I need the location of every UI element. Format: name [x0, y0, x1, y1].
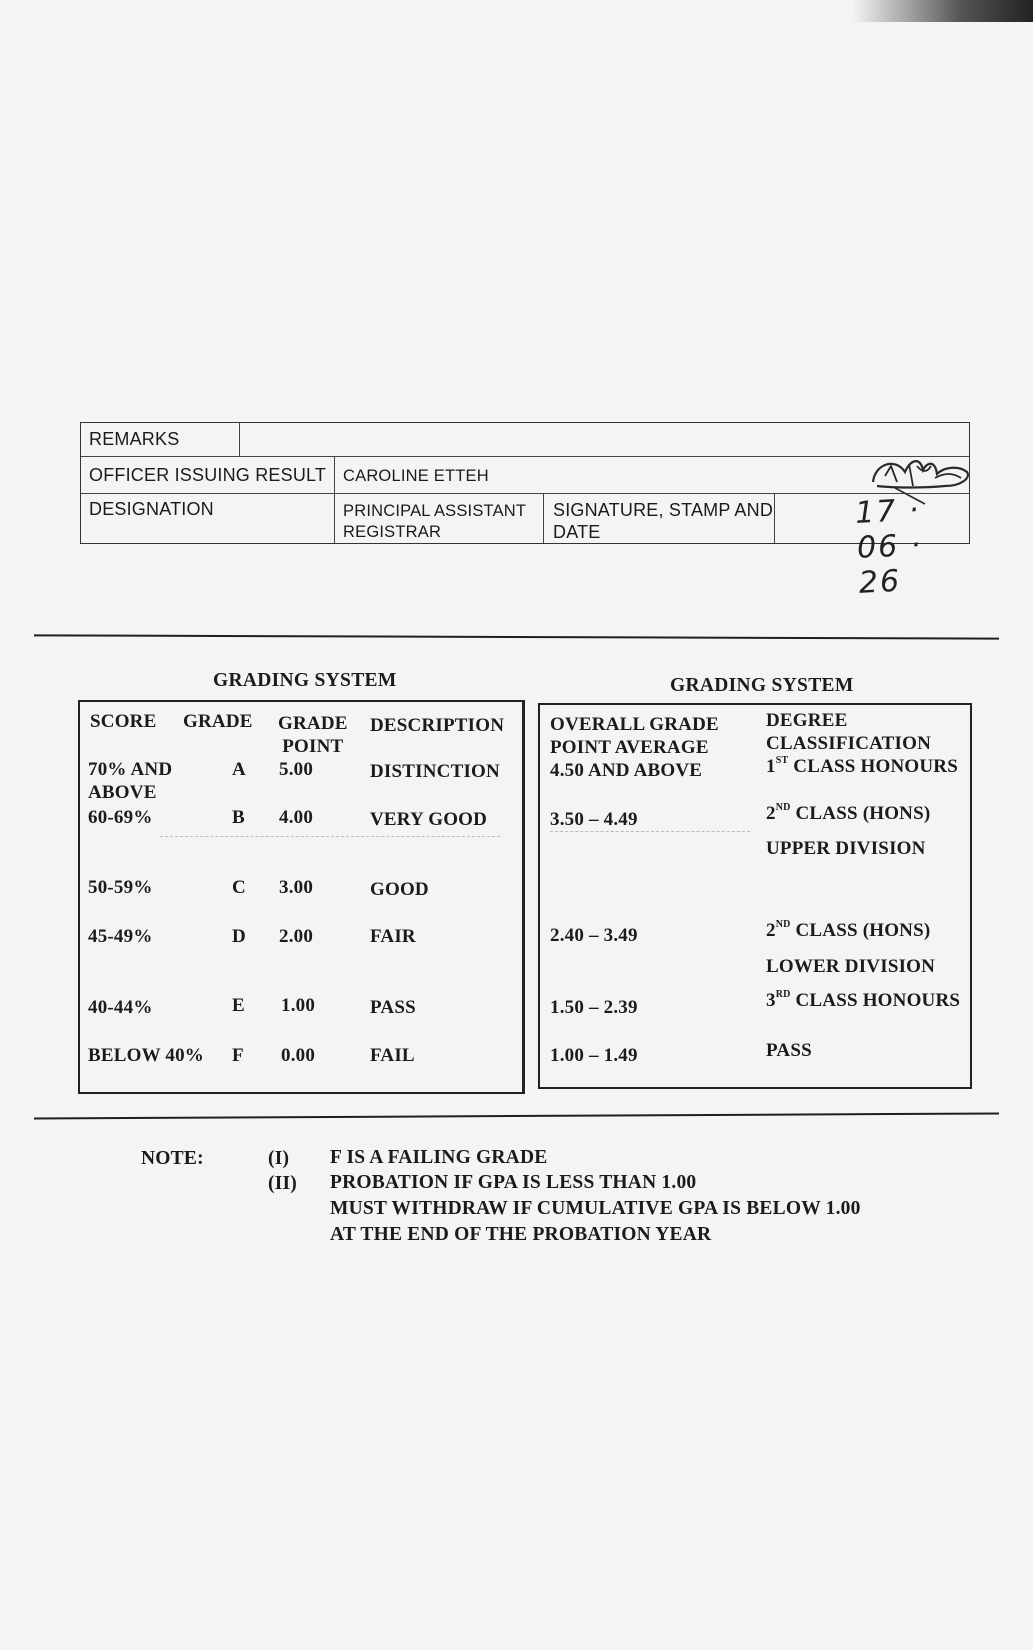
header-description: DESCRIPTION — [370, 715, 505, 736]
faint-divider — [550, 831, 750, 832]
note-text: F IS A FAILING GRADE — [330, 1147, 548, 1168]
header-gpa-line-1: OVERALL GRADE — [550, 714, 719, 735]
class-name: PASS — [766, 1040, 812, 1061]
description-cell: PASS — [370, 997, 416, 1018]
designation-line-1: PRINCIPAL ASSISTANT — [343, 502, 527, 520]
designation-line-2: REGISTRAR — [343, 523, 442, 541]
classification-cell — [766, 755, 958, 778]
grade-cell: B — [232, 807, 245, 828]
header-gpa-line-2: POINT AVERAGE — [550, 737, 709, 758]
signature-label — [553, 499, 773, 543]
class-ordinal-suffix: ND — [775, 919, 791, 930]
col-divider — [334, 456, 335, 543]
classification-cell — [766, 1039, 812, 1062]
score-line-2: ABOVE — [88, 782, 157, 803]
row-divider — [81, 493, 969, 494]
col-divider — [774, 493, 775, 543]
gpa-cell: 3.50 – 4.49 — [550, 809, 638, 830]
grade-cell: D — [232, 926, 246, 947]
designation-label: DESIGNATION — [89, 499, 214, 519]
grade-cell: A — [232, 759, 246, 780]
note-label: NOTE: — [141, 1148, 204, 1169]
point-cell: 3.00 — [279, 877, 314, 898]
description-cell: FAIR — [370, 926, 416, 947]
result-issuer-table — [80, 422, 970, 601]
description-cell: GOOD — [370, 879, 429, 900]
grade-cell: F — [232, 1045, 244, 1066]
description-cell: FAIL — [370, 1045, 415, 1066]
header-grade: GRADE — [183, 711, 253, 732]
note-text: PROBATION IF GPA IS LESS THAN 1.00 — [330, 1172, 697, 1193]
header-classification-line-1: DEGREE — [766, 710, 848, 731]
horizontal-rule-bottom — [34, 1112, 999, 1119]
class-ordinal-suffix: RD — [775, 989, 791, 1000]
row-divider — [81, 456, 969, 457]
score-line-1: 70% AND — [88, 759, 173, 780]
scan-edge-shadow — [853, 0, 1033, 22]
faint-divider — [160, 836, 500, 837]
point-cell: 4.00 — [279, 807, 314, 828]
point-cell: 1.00 — [281, 995, 316, 1016]
note-number: (II) — [268, 1173, 297, 1194]
note-number: (I) — [268, 1148, 290, 1169]
score-cell: 50-59% — [88, 877, 153, 898]
class-ordinal: 3 — [766, 990, 776, 1011]
signature-date: 17 · 06 · 26 — [854, 492, 924, 601]
score-cell: 60-69% — [88, 807, 153, 828]
class-name: CLASS HONOURS — [790, 990, 961, 1011]
designation-value — [343, 501, 526, 543]
point-cell: 2.00 — [279, 926, 314, 947]
class-ordinal-suffix: ST — [775, 755, 789, 766]
description-cell: DISTINCTION — [370, 761, 500, 782]
officer-name: CAROLINE ETTEH — [343, 467, 489, 485]
header-classification-line-2: CLASSIFICATION — [766, 733, 932, 754]
grade-cell: C — [232, 877, 246, 898]
grade-cell: E — [232, 995, 245, 1016]
score-cell: BELOW 40% — [88, 1045, 205, 1066]
col-divider — [543, 493, 544, 543]
signature-label-line-2: DATE — [553, 522, 601, 542]
note-text-continued: AT THE END OF THE PROBATION YEAR — [330, 1224, 712, 1245]
description-cell: VERY GOOD — [370, 809, 488, 830]
class-ordinal: 1 — [766, 756, 776, 777]
handwritten-signature — [865, 452, 975, 512]
header-score: SCORE — [90, 711, 157, 732]
score-cell: 45-49% — [88, 926, 153, 947]
header-grade-point-line-2: POINT — [282, 736, 344, 757]
officer-label: OFFICER ISSUING RESULT — [89, 465, 327, 485]
gpa-cell: 2.40 – 3.49 — [550, 925, 638, 946]
point-cell: 5.00 — [279, 759, 314, 780]
grading-table-classification — [538, 703, 972, 1089]
gpa-cell: 1.00 – 1.49 — [550, 1045, 638, 1066]
header-grade-point-line-1: GRADE — [278, 713, 348, 734]
classification-cell — [766, 802, 930, 825]
header-grade-point — [278, 712, 348, 758]
class-ordinal: 2 — [766, 920, 776, 941]
gpa-cell: 4.50 AND ABOVE — [550, 760, 703, 781]
class-name: CLASS (HONS) — [790, 803, 931, 824]
grading-table-scores — [78, 700, 525, 1094]
class-name: CLASS HONOURS — [788, 756, 958, 777]
classification-division: LOWER DIVISION — [766, 956, 936, 977]
horizontal-rule-top — [34, 634, 999, 639]
col-divider — [239, 423, 240, 456]
grading-title-right: GRADING SYSTEM — [670, 675, 854, 696]
gpa-cell: 1.50 – 2.39 — [550, 997, 638, 1018]
header-gpa — [550, 713, 719, 759]
signature-label-line-1: SIGNATURE, STAMP AND — [553, 500, 774, 520]
remarks-label: REMARKS — [89, 429, 180, 449]
score-cell — [88, 758, 172, 804]
classification-division: UPPER DIVISION — [766, 838, 926, 859]
class-ordinal-suffix: ND — [775, 802, 791, 813]
grading-title-left: GRADING SYSTEM — [213, 670, 397, 691]
header-classification — [766, 709, 931, 755]
score-cell: 40-44% — [88, 997, 153, 1018]
point-cell: 0.00 — [281, 1045, 316, 1066]
note-text-continued: MUST WITHDRAW IF CUMULATIVE GPA IS BELOW 1.00 — [330, 1198, 861, 1219]
classification-cell — [766, 989, 960, 1012]
class-name: CLASS (HONS) — [790, 920, 931, 941]
class-ordinal: 2 — [766, 803, 776, 824]
classification-cell — [766, 919, 930, 942]
